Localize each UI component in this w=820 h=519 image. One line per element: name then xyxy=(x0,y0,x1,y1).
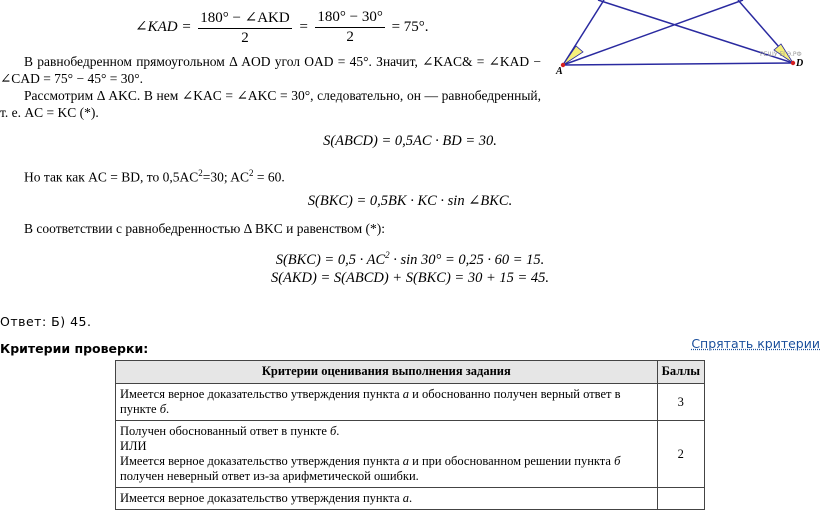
row1-text-b: и обоснованно получен верный ответ в пункте xyxy=(120,387,621,416)
point-d xyxy=(791,61,795,65)
row1-text-c: . xyxy=(165,402,170,416)
paragraph-ac-bd xyxy=(0,165,541,186)
segment-ad xyxy=(563,63,793,65)
formula-s-akd: S(AKD) = S(ABCD) + S(BKC) = 30 + 15 = 45. xyxy=(270,270,550,286)
fraction-1-denominator: 2 xyxy=(241,30,249,46)
criteria-title: Критерии проверки: xyxy=(0,341,149,356)
points-cell: 2 xyxy=(657,421,704,488)
criteria-cell xyxy=(116,421,658,488)
table-row xyxy=(116,384,705,421)
row2-line3-c: получен неверный ответ из-за арифметической ошибки. xyxy=(120,469,419,483)
criteria-table xyxy=(115,360,705,510)
row2-line3-italic-1: а xyxy=(402,454,410,468)
fraction-2 xyxy=(315,9,384,46)
formula-kad-eq: = xyxy=(298,18,309,35)
p3-part-b: =30; AC xyxy=(202,169,249,185)
fraction-1-numerator: 180° − ∠AKD xyxy=(198,8,292,29)
geometry-figure xyxy=(548,0,820,80)
s-bkc2-part-a: S(BKC) = 0,5 · AC xyxy=(275,251,386,268)
row2-line3-b: и при обоснованном решении пункта xyxy=(409,454,615,468)
fraction-1 xyxy=(198,8,292,47)
fraction-2-denominator: 2 xyxy=(346,29,354,45)
points-header: Баллы xyxy=(657,361,704,384)
row2-line3-italic-2: б xyxy=(614,454,621,468)
table-row xyxy=(116,488,705,510)
formula-kad-lhs: ∠KAD = xyxy=(135,18,192,35)
p3-part-a: Но так как AC = BD, то 0,5AC xyxy=(24,169,199,185)
row3-text-b: . xyxy=(409,491,413,505)
row2-line3-a: Имеется верное доказательство утверждения пункта xyxy=(120,454,403,468)
row1-text-a: Имеется верное доказательство утверждения пункта xyxy=(120,387,403,401)
row3-text-a: Имеется верное доказательство утверждения пункта xyxy=(120,491,403,505)
formula-s-abcd: S(ABCD) = 0,5AC · BD = 30. xyxy=(323,133,497,149)
p3-sup-1: 2 xyxy=(198,168,203,178)
label-d: D xyxy=(796,58,804,69)
row1-italic-b: б xyxy=(159,402,166,416)
formula-s-bkc-2 xyxy=(0,250,820,269)
s-bkc2-part-b: · sin 30° = 0,25 · 60 = 15. xyxy=(389,251,545,268)
points-cell: 3 xyxy=(657,384,704,421)
segment-a-top-left xyxy=(563,0,604,65)
label-a: A xyxy=(556,66,563,77)
row2-or: ИЛИ xyxy=(120,439,147,453)
row1-italic-a: а xyxy=(402,387,410,401)
formula-kad xyxy=(135,8,429,47)
watermark: РЕШУ ЕГЭ.РФ xyxy=(760,51,802,58)
row2-line1-italic: б xyxy=(330,424,337,438)
p3-sup-2: 2 xyxy=(249,168,254,178)
p3-part-c: = 60. xyxy=(253,169,285,185)
formula-s-bkc: S(BKC) = 0,5BK · KC · sin ∠BKC. xyxy=(307,193,513,209)
segment-a-top-right xyxy=(563,0,743,65)
hide-criteria-link[interactable]: Спрятать критерии xyxy=(691,336,820,351)
criteria-header-row xyxy=(116,361,705,384)
points-cell xyxy=(657,488,704,510)
paragraph-akc: Рассмотрим Δ AKC. В нем ∠KAC = ∠AKC = 30°, следовательно, он — равнобедренный, т. е. AC = KC (*). xyxy=(0,88,541,120)
fraction-2-numerator: 180° − 30° xyxy=(315,9,384,28)
paragraph-isosceles: В соответствии с равнобедренностью Δ BKC и равенством (*): xyxy=(24,221,386,236)
row3-italic-a: а xyxy=(402,491,410,505)
criteria-header: Критерии оценивания выполнения задания xyxy=(116,361,658,384)
criteria-cell xyxy=(116,488,658,510)
row2-line1-b: . xyxy=(336,424,340,438)
formula-kad-rhs: = 75°. xyxy=(391,18,429,35)
paragraph-aod: В равнобедренном прямоугольном Δ AOD угол OAD = 45°. Значит, ∠KAC& = ∠KAD − ∠CAD = 75° − 45° = 30°. xyxy=(0,54,541,86)
answer-text: Ответ: Б) 45. xyxy=(0,314,92,329)
table-row xyxy=(116,421,705,488)
criteria-cell xyxy=(116,384,658,421)
row2-line1-a: Получен обоснованный ответ в пункте xyxy=(120,424,330,438)
s-bkc2-sup: 2 xyxy=(385,250,390,260)
